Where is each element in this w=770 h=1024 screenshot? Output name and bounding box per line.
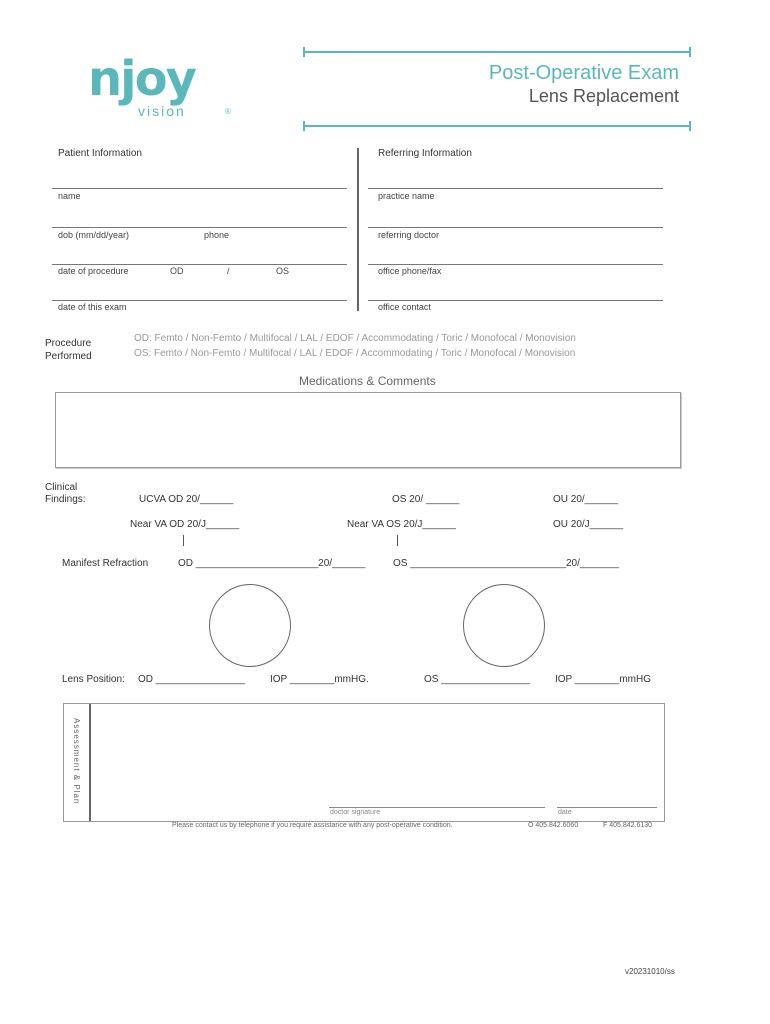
practice-name-label: practice name — [378, 191, 435, 201]
exam-date-input-line[interactable] — [52, 300, 347, 301]
logo-subtext: vision — [138, 103, 186, 119]
office-phone-fax-label: office phone/fax — [378, 266, 442, 276]
exam-date-label: date of this exam — [58, 302, 127, 312]
logo-wordmark: njoy — [88, 51, 195, 107]
phone-label: phone — [204, 230, 230, 240]
lens-position-label: Lens Position: — [62, 674, 125, 685]
date-line[interactable] — [557, 807, 657, 808]
procedure-date-od-label: OD — [170, 266, 184, 276]
patient-info-heading: Patient Information — [58, 148, 142, 159]
header-top-rule-cap-right — [689, 47, 691, 57]
contact-note: Please contact us by telephone if you require assistance with any post-operative condition. — [172, 822, 453, 829]
column-divider — [357, 148, 359, 311]
clinical-label-line2: Findings: — [45, 494, 86, 505]
dob-input-line[interactable] — [52, 227, 347, 228]
office-phone-fax-input-line[interactable] — [368, 264, 663, 265]
os-lens-diagram-circle[interactable] — [463, 584, 545, 667]
procedure-label-line1: Procedure — [45, 338, 92, 349]
form-title: Post-Operative Exam — [488, 62, 679, 84]
clinical-label-line1: Clinical — [45, 482, 78, 493]
procedure-label-line2: Performed — [45, 351, 92, 362]
fax-number: F 405.842.6130 — [603, 822, 653, 829]
ucva-os-field[interactable]: OS 20/ ______ — [392, 494, 460, 505]
procedure-od-options[interactable]: OD: Femto / Non-Femto / Multifocal / LAL / EDOF / Accommodating / Toric / Monofocal / Monovision — [134, 333, 576, 344]
referring-doctor-label: referring doctor — [378, 230, 440, 240]
near-va-os-marker — [397, 535, 398, 546]
doctor-signature-label: doctor signature — [330, 809, 381, 816]
lens-position-od-field[interactable]: OD ________________ — [138, 674, 245, 685]
practice-name-input-line[interactable] — [368, 188, 663, 189]
header-top-rule — [303, 51, 691, 53]
version-code: v20231010/ss — [625, 967, 675, 976]
manifest-od-field[interactable]: OD ______________________20/______ — [178, 558, 366, 569]
doctor-signature-line[interactable] — [329, 807, 545, 808]
registered-mark: ® — [225, 107, 231, 116]
header-top-rule-cap-left — [303, 47, 305, 57]
near-va-od-marker — [183, 535, 184, 546]
medications-heading: Medications & Comments — [299, 374, 436, 388]
ucva-ou-field[interactable]: OU 20/______ — [553, 494, 619, 505]
header-bottom-rule — [303, 125, 691, 127]
procedure-date-label: date of procedure — [58, 266, 129, 276]
assessment-plan-box[interactable] — [63, 703, 665, 822]
dob-label: dob (mm/dd/year) — [58, 230, 130, 240]
procedure-date-slash: / — [227, 266, 230, 276]
procedure-os-options[interactable]: OS: Femto / Non-Femto / Multifocal / LAL / EDOF / Accommodating / Toric / Monofocal / Monovision — [134, 348, 576, 359]
header-bottom-rule-cap-left — [303, 121, 305, 131]
near-va-ou-field[interactable]: OU 20/J______ — [553, 519, 624, 530]
procedure-date-input-line[interactable] — [52, 264, 347, 265]
date-label: date — [558, 809, 572, 816]
assessment-label-divider — [89, 704, 91, 821]
manifest-os-field[interactable]: OS ____________________________20/_______ — [393, 558, 619, 569]
njoy-vision-logo — [88, 51, 238, 125]
name-input-line[interactable] — [52, 188, 347, 189]
referring-info-heading: Referring Information — [378, 148, 472, 159]
office-contact-input-line[interactable] — [368, 300, 663, 301]
iop-od-field[interactable]: IOP ________mmHG. — [270, 674, 369, 685]
manifest-refraction-label: Manifest Refraction — [62, 558, 149, 569]
referring-doctor-input-line[interactable] — [368, 227, 663, 228]
ucva-od-field[interactable]: UCVA OD 20/______ — [139, 494, 234, 505]
office-phone-number: O 405.842.6060 — [528, 822, 579, 829]
assessment-plan-label: Assessment & Plan — [72, 718, 81, 805]
od-lens-diagram-circle[interactable] — [209, 584, 291, 667]
form-subtitle: Lens Replacement — [528, 86, 679, 106]
header-bottom-rule-cap-right — [689, 121, 691, 131]
near-va-od-field[interactable]: Near VA OD 20/J______ — [130, 519, 240, 530]
iop-os-field[interactable]: IOP ________mmHG — [555, 674, 651, 685]
medications-comments-box[interactable] — [55, 392, 681, 468]
office-contact-label: office contact — [378, 302, 431, 312]
procedure-date-os-label: OS — [276, 266, 290, 276]
name-label: name — [58, 191, 81, 201]
near-va-os-field[interactable]: Near VA OS 20/J______ — [347, 519, 456, 530]
lens-position-os-field[interactable]: OS ________________ — [424, 674, 531, 685]
